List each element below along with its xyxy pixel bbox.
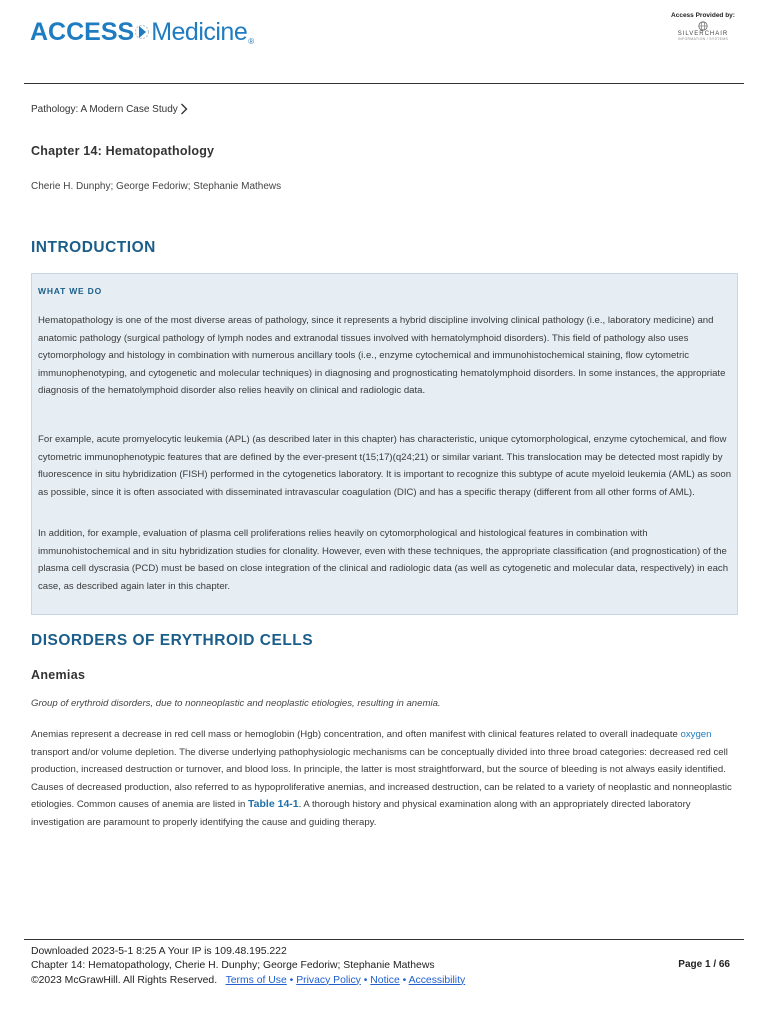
what-we-do-label: WHAT WE DO [38, 286, 103, 296]
anemias-summary: Group of erythroid disorders, due to nonneoplastic and neoplastic etiologies, resulting in anemia. [31, 698, 441, 709]
anemias-text-part-2: transport and/or volume depletion. The diverse underlying pathophysiologic mechanisms can be conceptually divided into three broad categories: decreased red cell production, increased destruction or turnover, and blood loss. In principle, the latter is most straightforward, but the source of bleeding is not always easily identified. Causes of decreased production, also referred to as hypoproliferative anemias, and increased destruction, can be related to a variety of neoplastic and nonneoplastic etiologies. Common causes of anemia are listed in [31, 746, 732, 811]
header-divider [24, 83, 744, 84]
access-provided-by [668, 12, 738, 41]
accessmedicine-logo[interactable] [30, 12, 254, 52]
terms-of-use-link[interactable]: Terms of Use [225, 974, 287, 986]
site-header [0, 0, 768, 84]
anemias-text-part-3: . A thorough history and physical examination along with an appropriately directed laboratory investigation are paramount to properly identifying the cause and guiding therapy. [31, 799, 691, 828]
page-footer [31, 945, 737, 988]
logo-arrow-icon [135, 21, 149, 43]
copyright-line [31, 974, 737, 988]
footer-separator: • [289, 974, 294, 986]
oxygen-link[interactable]: oxygen [680, 729, 712, 740]
anemias-text-part-1: Anemias represent a decrease in red cell mass or hemoglobin (Hgb) concentration, and often manifest with clinical features related to overall inadequate [31, 729, 681, 740]
what-we-do-box [31, 273, 738, 615]
citation-line: Chapter 14: Hematopathology, Cherie H. Dunphy; George Fedoriw; Stephanie Mathews [31, 960, 435, 972]
chevron-right-icon[interactable] [180, 103, 188, 115]
logo-registered-mark: ® [248, 37, 255, 46]
chapter-authors: Cherie H. Dunphy; George Fedoriw; Stephanie Mathews [31, 181, 282, 192]
globe-icon [698, 21, 708, 31]
breadcrumb [31, 103, 737, 115]
intro-paragraph-3: In addition, for example, evaluation of plasma cell proliferations relies heavily on cytomorphological and histological features in combination with immunohistochemical and in situ hybridization studies for clonality. However, even with these techniques, the appropriate classification (and prognostication) of the plasma cell dyscrasia (PCD) must be based on close integration of the clinical and radiologic data (as well as cytogenetic and molecular data, respectively) in each case, as described again later in this chapter. [38, 528, 729, 592]
page-number: Page 1 / 66 [678, 959, 730, 970]
intro-paragraph-1: Hematopathology is one of the most diverse areas of pathology, since it represents a hybrid discipline involving clinical pathology (i.e., laboratory medicine) and anatomic pathology (surgical pathology of lymph nodes and extranodal tissues involved with hematolymphoid disorders). This field of pathology also uses cytomorphology and histology in combination with numerous ancillary tools (i.e., enzyme cytochemical and immunohistochemical staining, flow cytometric immunophenotyping, and cytogenetic and molecular techniques) in diagnosing and prognosticating hematolymphoid disorders. In some instances, the appropriate diagnosis of the hematolymphoid disorder also relies heavily on clinical and radiologic data. [38, 315, 726, 397]
provided-by-label: Access Provided by: [671, 12, 735, 19]
privacy-policy-link[interactable]: Privacy Policy [296, 974, 361, 986]
anemias-paragraph [31, 726, 737, 832]
breadcrumb-book-link[interactable]: Pathology: A Modern Case Study [31, 103, 178, 115]
provider-subtitle: INFORMATION / SYSTEMS [677, 37, 729, 41]
anemias-heading: Anemias [31, 668, 86, 682]
download-info: Downloaded 2023-5-1 8:25 A Your IP is 109.48.195.222 [31, 946, 287, 957]
notice-link[interactable]: Notice [370, 974, 400, 986]
copyright-text: ©2023 McGrawHill. All Rights Reserved. [31, 974, 218, 986]
erythroid-disorders-heading: DISORDERS OF ERYTHROID CELLS [31, 632, 314, 649]
intro-paragraph-2: For example, acute promyelocytic leukemia (APL) (as described later in this chapter) has characteristic, unique cytomorphological, enzyme cytochemical, and flow cytometric immunophenotypic features that are defined by the ever-present t(15;17)(q24;21) or similar variant. This translocation may be detected most rapidly by fluorescence in situ hybridization (FISH) performed in the cytogenetics laboratory. It is important to recognize this subtype of acute myeloid leukemia (AML) as soon as possible, since it is often associated with disseminated intravascular coagulation (DIC) and has a specific therapy (different from all other forms of AML). [38, 434, 732, 498]
introduction-heading: INTRODUCTION [31, 239, 156, 256]
accessibility-link[interactable]: Accessibility [408, 974, 466, 986]
logo-medicine-text: Medicine [151, 17, 248, 46]
footer-separator: • [402, 974, 407, 986]
table-14-1-link[interactable]: Table 14-1 [248, 798, 299, 811]
footer-separator: • [363, 974, 368, 986]
logo-access-text: ACCESS [30, 17, 135, 46]
chapter-title: Chapter 14: Hematopathology [31, 144, 215, 158]
provider-name: SILVERCHAIR [677, 31, 729, 37]
footer-divider [24, 939, 744, 940]
